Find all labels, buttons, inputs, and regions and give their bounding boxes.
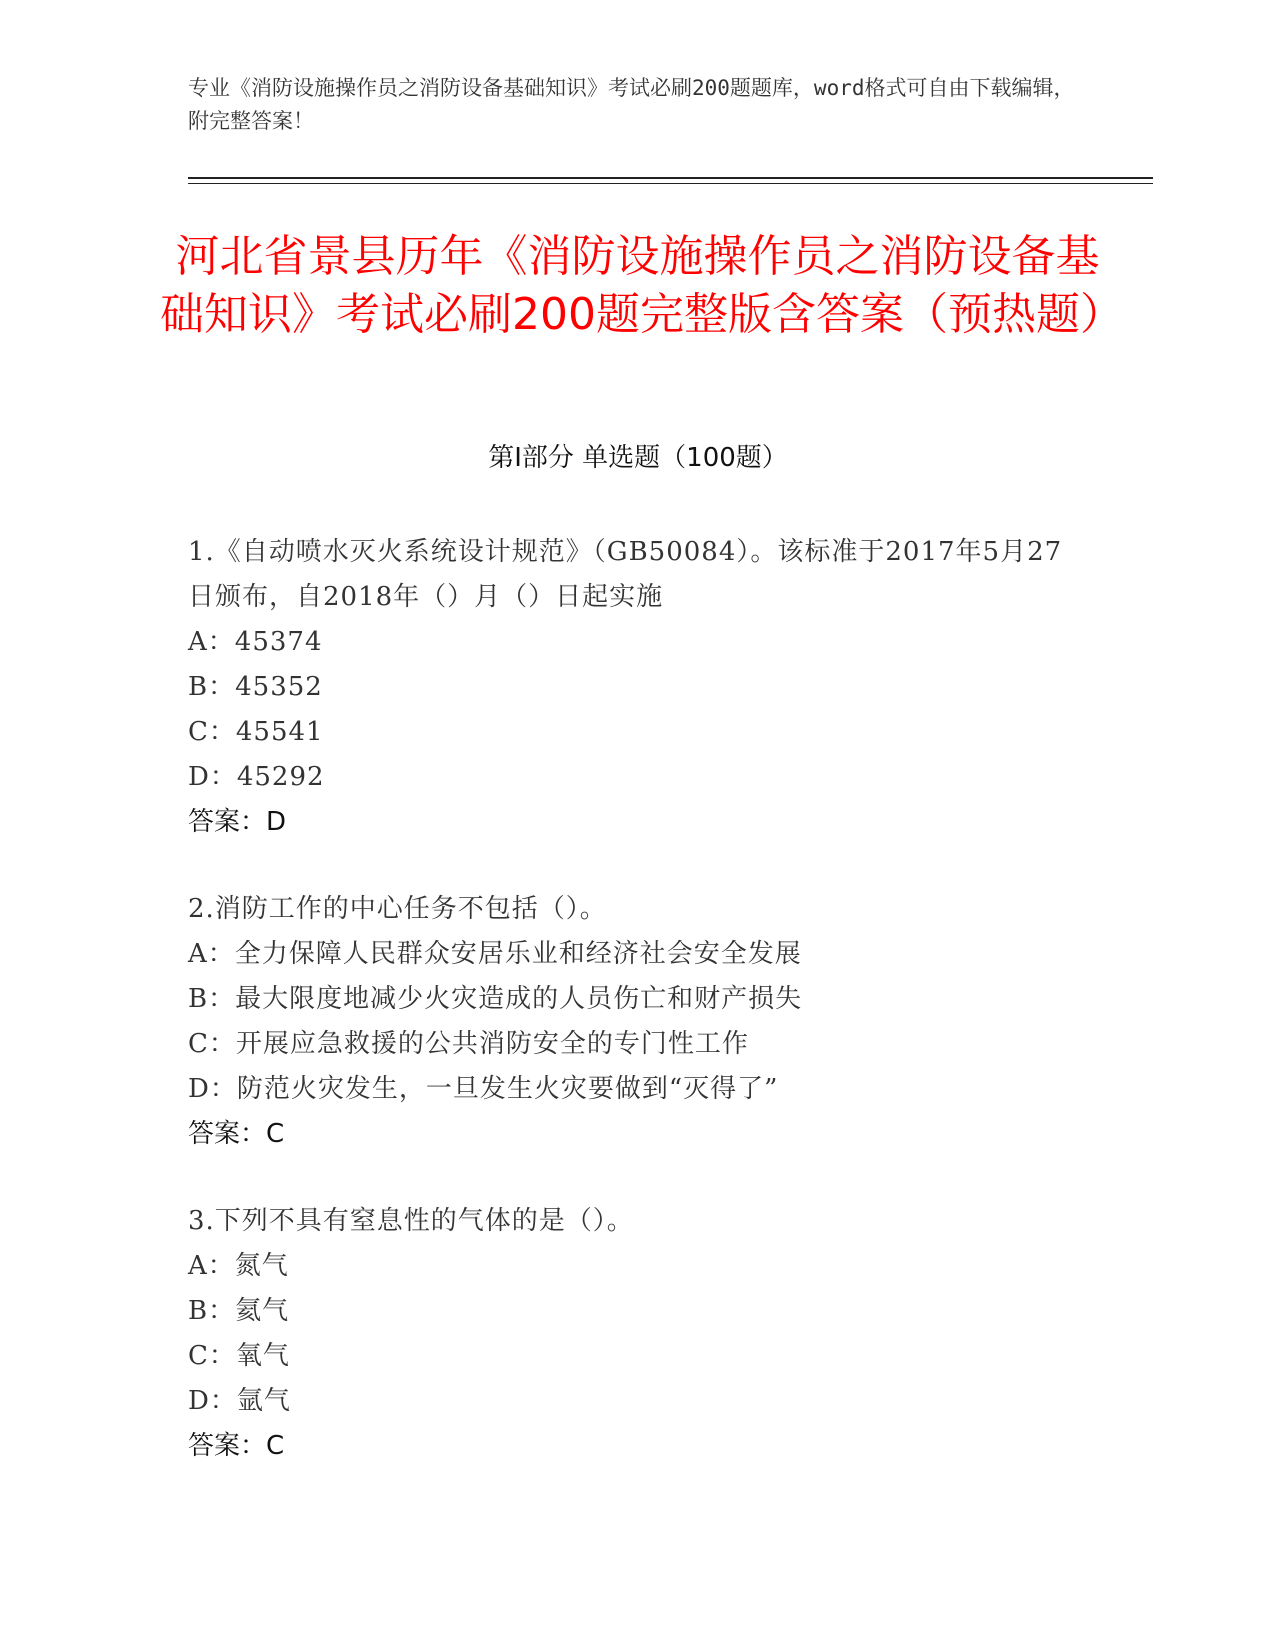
question-2 bbox=[188, 887, 1088, 1157]
option-c: C：开展应急救援的公共消防安全的专门性工作 bbox=[188, 1029, 749, 1059]
option-a: A：氮气 bbox=[188, 1251, 289, 1281]
question-stem: 1.《自动喷水灭火系统设计规范》（GB50084）。该标准于2017年5月27日颁布，自2018年（）月（）日起实施 bbox=[188, 537, 1063, 612]
answer-text: 答案：C bbox=[188, 1431, 285, 1461]
document-title: 河北省景县历年《消防设施操作员之消防设备基础知识》考试必刷200题完整版含答案（预热题） bbox=[160, 231, 1124, 340]
page-header-note: 专业《消防设施操作员之消防设备基础知识》考试必刷200题题库，word格式可自由下载编辑，附完整答案！ bbox=[188, 76, 1075, 133]
option-d: D：45292 bbox=[188, 762, 325, 792]
answer-text: 答案：D bbox=[188, 807, 287, 837]
header-divider-thin bbox=[188, 183, 1153, 184]
option-d: D：防范火灾发生，一旦发生火灾要做到“灭得了” bbox=[188, 1074, 779, 1104]
question-stem: 3.下列不具有窒息性的气体的是（）。 bbox=[188, 1206, 634, 1236]
option-b: B：最大限度地减少火灾造成的人员伤亡和财产损失 bbox=[188, 984, 803, 1014]
question-list bbox=[188, 530, 1088, 1511]
option-c: C：45541 bbox=[188, 717, 324, 747]
option-a: A：45374 bbox=[188, 627, 323, 657]
header-divider-thick bbox=[188, 177, 1153, 179]
option-b: B：氦气 bbox=[188, 1296, 290, 1326]
option-d: D：氩气 bbox=[188, 1386, 291, 1416]
question-1 bbox=[188, 530, 1088, 845]
section-title: 第I部分 单选题（100题） bbox=[488, 443, 788, 473]
question-stem: 2.消防工作的中心任务不包括（）。 bbox=[188, 894, 607, 924]
question-3 bbox=[188, 1199, 1088, 1469]
answer-text: 答案：C bbox=[188, 1119, 285, 1149]
option-b: B：45352 bbox=[188, 672, 323, 702]
option-a: A：全力保障人民群众安居乐业和经济社会安全发展 bbox=[188, 939, 802, 969]
option-c: C：氧气 bbox=[188, 1341, 290, 1371]
